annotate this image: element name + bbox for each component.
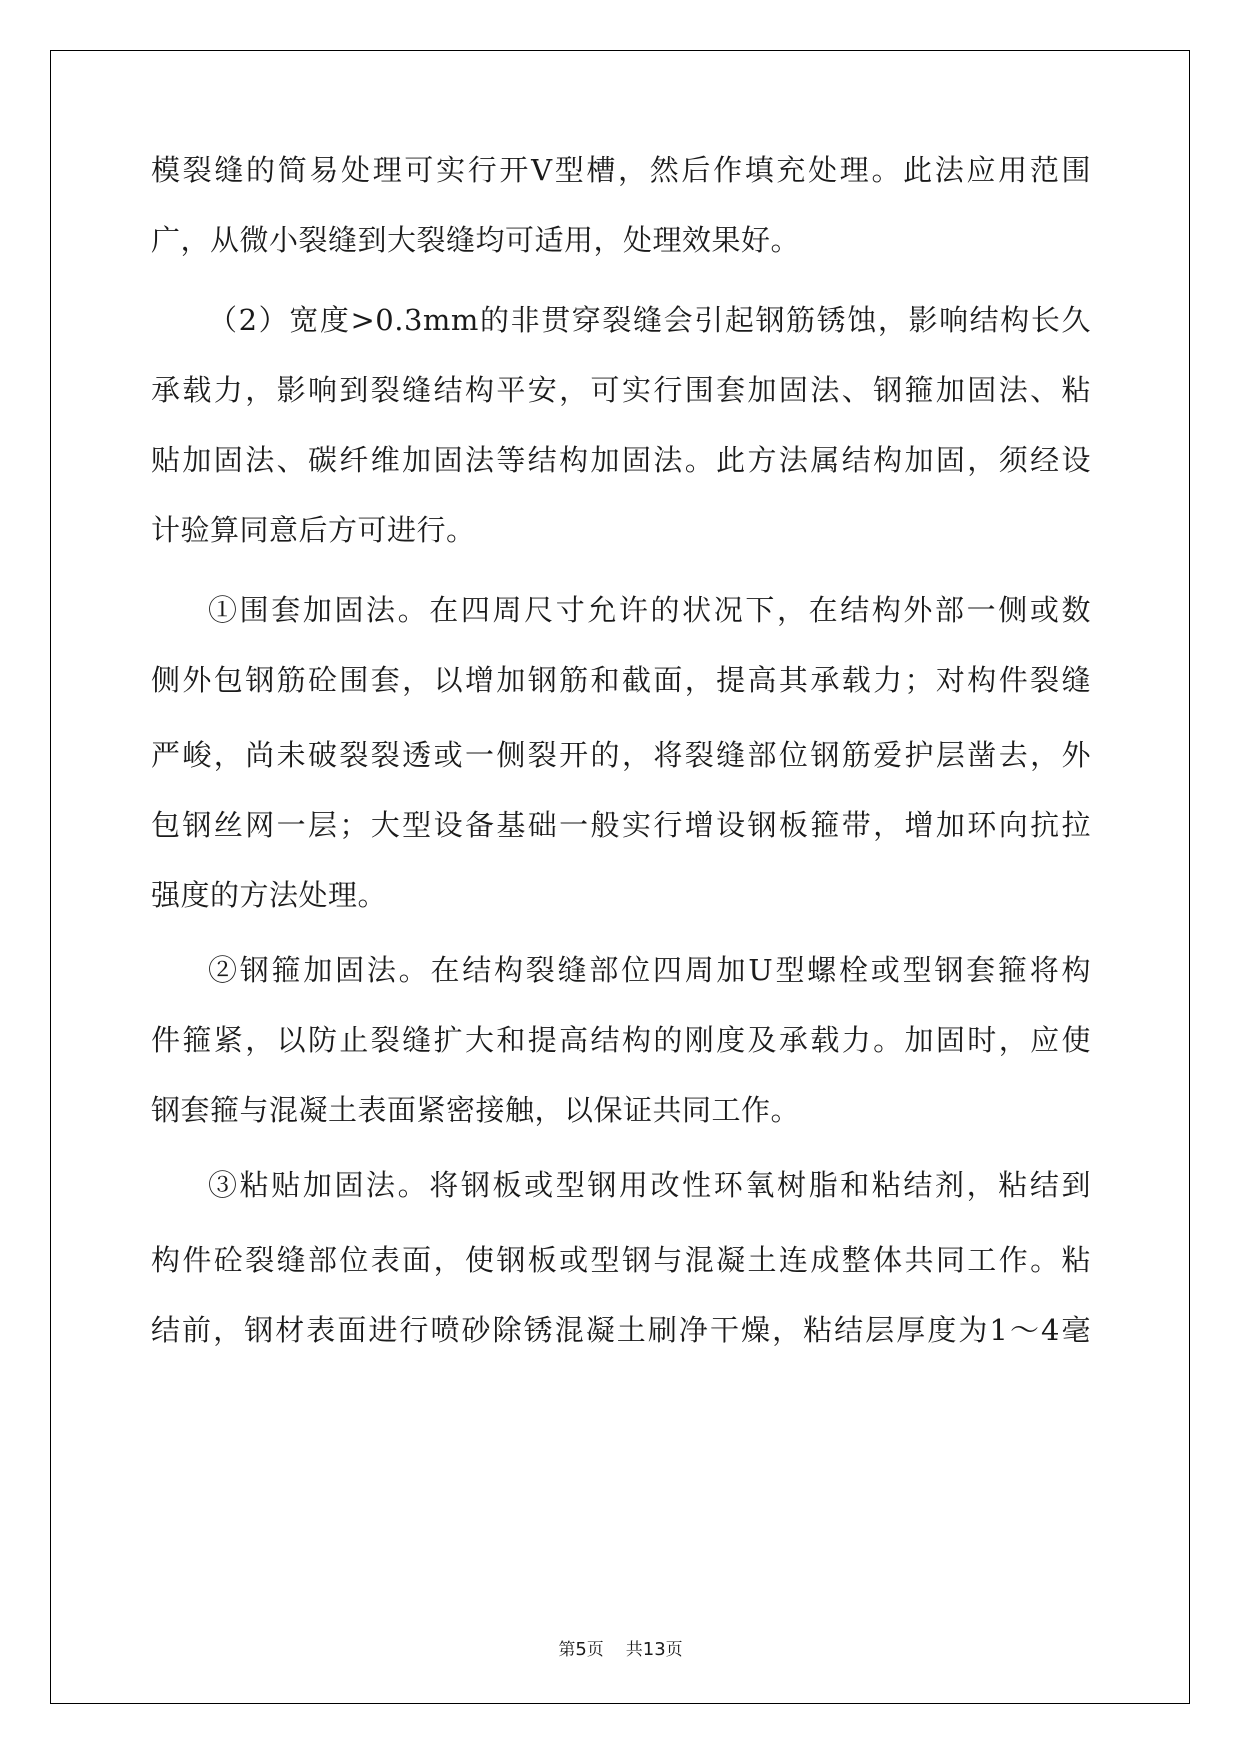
- text-line: （2）宽度>0.3mm的非贯穿裂缝会引起钢筋锈蚀，影响结构长久: [208, 303, 1091, 337]
- text-line: 承载力，影响到裂缝结构平安，可实行围套加固法、钢箍加固法、粘: [151, 373, 1091, 407]
- total-suffix: 页: [665, 1640, 683, 1660]
- text-line: ①围套加固法。在四周尺寸允许的状况下，在结构外部一侧或数: [208, 593, 1091, 627]
- total-pages: 13: [642, 1639, 666, 1660]
- text-line: 严峻，尚未破裂裂透或一侧裂开的，将裂缝部位钢筋爱护层凿去，外: [151, 738, 1091, 772]
- text-line: 模裂缝的简易处理可实行开V型槽，然后作填充处理。此法应用范围: [151, 153, 1091, 187]
- text-line: ③粘贴加固法。将钢板或型钢用改性环氧树脂和粘结剂，粘结到: [208, 1168, 1091, 1202]
- page-suffix: 页: [586, 1640, 604, 1660]
- text-line: 件箍紧，以防止裂缝扩大和提高结构的刚度及承载力。加固时，应使: [151, 1023, 1091, 1057]
- text-line: 广，从微小裂缝到大裂缝均可适用，处理效果好。: [151, 223, 801, 257]
- text-line: 构件砼裂缝部位表面，使钢板或型钢与混凝土连成整体共同工作。粘: [151, 1243, 1091, 1277]
- text-line: 包钢丝网一层；大型设备基础一般实行增设钢板箍带，增加环向抗拉: [151, 808, 1091, 842]
- text-line: 强度的方法处理。: [151, 878, 388, 912]
- page-footer: [0, 1635, 1241, 1665]
- total-prefix: 共: [625, 1640, 643, 1660]
- text-line: ②钢箍加固法。在结构裂缝部位四周加U型螺栓或型钢套箍将构: [208, 953, 1091, 987]
- text-line: 计验算同意后方可进行。: [151, 513, 476, 547]
- text-line: 贴加固法、碳纤维加固法等结构加固法。此方法属结构加固，须经设: [151, 443, 1091, 477]
- text-line: 侧外包钢筋砼围套，以增加钢筋和截面，提高其承载力；对构件裂缝: [151, 663, 1091, 697]
- text-line: 钢套箍与混凝土表面紧密接触，以保证共同工作。: [151, 1093, 801, 1127]
- text-line: 结前，钢材表面进行喷砂除锈混凝土刷净干燥，粘结层厚度为1～4毫: [151, 1313, 1091, 1347]
- page-number: 5: [575, 1639, 587, 1660]
- page-prefix: 第: [558, 1640, 576, 1660]
